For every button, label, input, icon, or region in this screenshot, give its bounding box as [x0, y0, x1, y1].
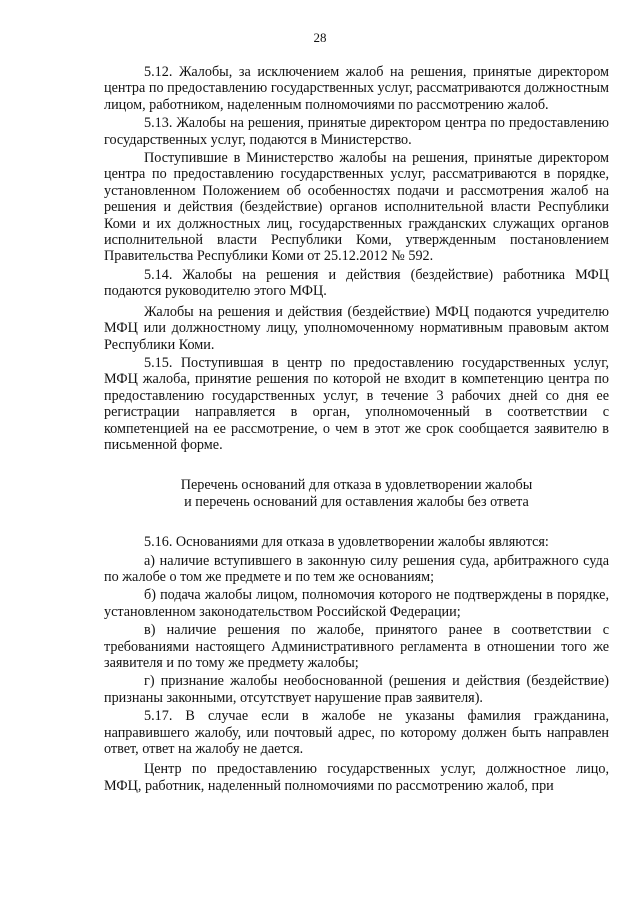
paragraph-5-15: 5.15. Поступившая в центр по предоставлению государственных услуг, МФЦ жалоба, принятие решения по которой не входит в компетенцию центра по предоставлению государственных услуг, в течение 3 рабочих дней со дня ее регистрации направляется в орган, уполномоченный в соответствии с компетенцией на ее рассмотрение, о чем в этот же срок сообщается заявителю в письменной форме.	[104, 354, 609, 453]
paragraph-center-response: Центр по предоставлению государственных услуг, должностное лицо, МФЦ, работник, наделенный полномочиями по рассмотрению жалоб, при	[104, 761, 609, 794]
paragraph-5-12: 5.12. Жалобы, за исключением жалоб на решения, принятые директором центра по предоставлению государственных услуг, рассматриваются должностным лицом, работником, наделенным полномочиями по рассмотрению жалоб.	[104, 64, 609, 113]
page-number: 28	[313, 30, 327, 45]
paragraph-5-16: 5.16. Основаниями для отказа в удовлетворении жалобы являются:	[144, 534, 549, 551]
section-heading	[104, 477, 609, 510]
paragraph-mfc-complaints: Жалобы на решения и действия (бездействие) МФЦ подаются учредителю МФЦ или должностному лицу, уполномоченному нормативным правовым актом Республики Коми.	[104, 303, 609, 353]
paragraph-5-14: 5.14. Жалобы на решения и действия (бездействие) работника МФЦ подаются руководителю этого МФЦ.	[104, 266, 609, 300]
list-item-b: б) подача жалобы лицом, полномочия которого не подтверждены в порядке, установленном законодательством Российской Федерации;	[104, 587, 609, 620]
document-body	[104, 64, 609, 794]
paragraph-ministry-review: Поступившие в Министерство жалобы на решения, принятые директором центра по предоставлению государственных услуг, рассматриваются в порядке, установленном Положением об особенностях подачи и рассмотрения жалоб на решения и действия (бездействие) органов исполнительной власти Республики Коми и их должностных лиц, государственных гражданских служащих органов исполнительной власти Республики Коми, утвержденным постановлением Правительства Республики Коми от 25.12.2012 № 592.	[104, 150, 609, 265]
section-heading-line-1: Перечень оснований для отказа в удовлетворении жалобы	[180, 477, 533, 494]
list-item-a: а) наличие вступившего в законную силу решения суда, арбитражного суда по жалобе о том же предмете и по тем же основаниям;	[104, 552, 609, 585]
section-heading-line-2: и перечень оснований для оставления жалобы без ответа	[184, 493, 529, 510]
list-item-g: г) признание жалобы необоснованной (решения и действия (бездействие) признаны законными, отсутствует нарушение прав заявителя).	[104, 673, 609, 706]
list-item-v: в) наличие решения по жалобе, принятого ранее в соответствии с требованиями настоящего Административного регламента в отношении того же заявителя и по тому же предмету жалобы;	[104, 622, 609, 671]
paragraph-5-17: 5.17. В случае если в жалобе не указаны фамилия гражданина, направившего жалобу, или почтовый адрес, по которому должен быть направлен ответ, ответ на жалобу не дается.	[104, 708, 609, 758]
paragraph-5-13: 5.13. Жалобы на решения, принятые директором центра по предоставлению государственных услуг, подаются в Министерство.	[104, 115, 609, 148]
